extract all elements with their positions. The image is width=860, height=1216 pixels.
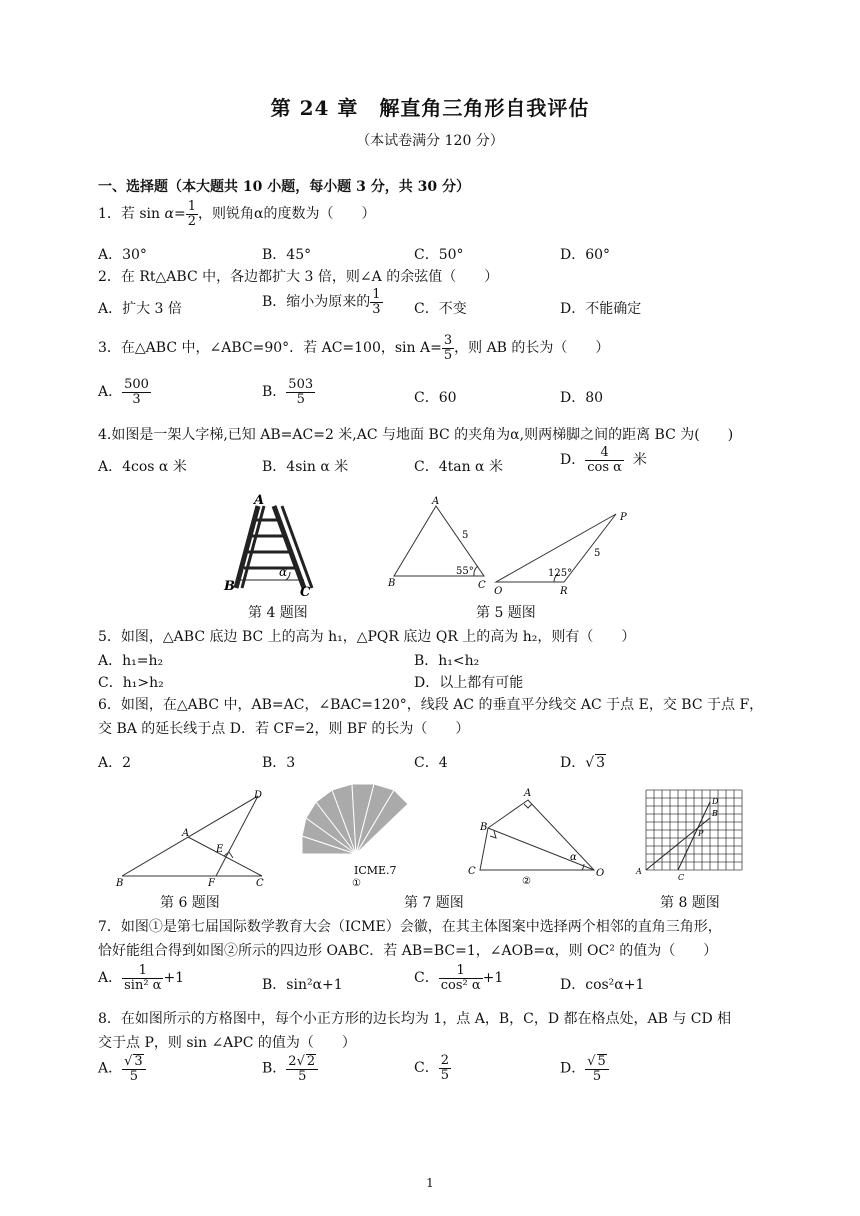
fig4-label-alpha: α	[279, 565, 288, 579]
figure-5-triangles	[384, 494, 640, 594]
question-7-line-2: 恰好能组合得到如图②所示的四边形 OABC．若 AB=BC=1，∠AOB=α，则 OC² 的值为（ ）	[98, 943, 718, 959]
fig7-circle-1: ①	[352, 878, 361, 888]
q7-option-b: B．sin²α+1	[262, 977, 343, 993]
question-6-line-1: 6．如图，在△ABC 中，AB=AC，∠BAC=120°，线段 AC 的垂直平分线交 AC 于点 E，交 BC 于点 F，	[98, 697, 764, 713]
page-number: 1	[426, 1176, 434, 1190]
fig7-circle-2: ②	[522, 876, 531, 887]
fig6-label-c: C	[256, 878, 264, 888]
q8-a-fraction	[122, 1054, 146, 1083]
q4-option-c: C．4tan α 米	[414, 459, 503, 475]
q3-a-label: A．	[98, 384, 123, 401]
figure-6-triangle	[112, 786, 272, 888]
q8-b-coef: 2	[288, 1054, 297, 1069]
q3-option-d: D．80	[560, 390, 604, 406]
fig4-label-a: A	[254, 493, 265, 508]
q2-b-text: B．缩小为原来的	[262, 294, 371, 311]
q2-b-num: 1	[372, 287, 381, 302]
q8-d-num-wrap: √ 5	[585, 1054, 609, 1070]
fig8-label-p: P	[698, 829, 704, 838]
icme-logo-fan	[302, 784, 408, 854]
figure-7-caption: 第 7 题图	[404, 895, 464, 911]
q8-a-label: A．	[98, 1060, 123, 1077]
quad-oabc	[480, 800, 594, 870]
q8-a-num: 3	[134, 1054, 143, 1069]
fig4-label-c: C	[300, 585, 311, 598]
q4-option-d	[560, 446, 647, 474]
q8-b-label: B．	[262, 1060, 287, 1077]
fig4-label-b: B	[224, 579, 235, 594]
q5-option-c: C．h₁>h₂	[98, 675, 164, 691]
q8-b-fraction	[286, 1054, 318, 1083]
q6-option-a: A．2	[98, 755, 132, 771]
q2-b-den: 3	[372, 301, 381, 317]
q6-d-label: D．	[560, 755, 586, 771]
figure-4-caption: 第 4 题图	[248, 605, 308, 621]
fig8-label-b: B	[712, 809, 718, 818]
q1-alpha: α	[164, 206, 174, 223]
fig5-label-q: Q	[494, 586, 503, 594]
q8-d-fraction	[585, 1054, 609, 1083]
fig7-right-angle-a	[524, 804, 532, 808]
q4-option-a: A．4cos α 米	[98, 459, 187, 475]
q3-fraction	[442, 334, 454, 362]
q1-pre: 1．若 sin	[98, 206, 165, 223]
fig8-label-d: D	[712, 797, 719, 806]
q7-c-den: cos² α	[440, 977, 481, 993]
q1-option-d: D．60°	[560, 247, 611, 263]
fig6-line-ac	[188, 837, 262, 876]
q1-den: 2	[187, 213, 196, 229]
q1-num: 1	[187, 199, 196, 214]
q2-option-b	[262, 288, 383, 316]
q6-option-d: D．√ 3	[560, 755, 606, 771]
question-8-line-1: 8．在如图所示的方格图中，每个小正方形的边长均为 1，点 A，B，C，D 都在格点处，AB 与 CD 相	[98, 1011, 732, 1027]
q7-c-num: 1	[439, 964, 483, 979]
q2-option-c: C．不变	[414, 301, 467, 317]
question-3	[98, 334, 609, 362]
q7-a-post: +1	[163, 970, 185, 987]
figure-8-caption: 第 8 题图	[660, 895, 720, 911]
figure-5-caption: 第 5 题图	[476, 605, 536, 621]
figure-4-ladder	[222, 492, 332, 598]
fig5-side-5: 5	[462, 530, 469, 541]
q7-option-d: D．cos²α+1	[560, 977, 645, 993]
fig7-label-o: O	[596, 868, 605, 879]
q7-a-den: sin² α	[124, 977, 162, 993]
question-1	[98, 200, 375, 228]
fig5-angle-125: 125°	[548, 568, 573, 579]
fig7-label-c: C	[468, 866, 476, 877]
q3-post: ，则 AB 的长为（ ）	[454, 340, 610, 357]
q8-c-den: 5	[440, 1067, 449, 1083]
icme-logo-text: ICME.7	[354, 864, 397, 877]
fig7-right-angle-b	[490, 831, 496, 838]
q8-a-den: 5	[129, 1068, 139, 1084]
q6-option-c: C．4	[414, 755, 448, 771]
fig6-line-bd	[122, 796, 258, 876]
q4-d-unit: 米	[632, 452, 647, 469]
q8-b-num-wrap: 2√ 2	[286, 1054, 318, 1070]
q3-b-num: 503	[288, 377, 314, 392]
fig6-label-b: B	[116, 878, 124, 888]
q4-option-b: B．4sin α 米	[262, 459, 349, 475]
fig5-angle-55: 55°	[456, 566, 474, 577]
q8-b-num: 2	[306, 1054, 316, 1069]
fig6-label-d: D	[254, 790, 263, 801]
q3-den: 5	[443, 347, 453, 363]
q8-option-b	[262, 1054, 318, 1083]
fig7-label-a: A	[524, 788, 532, 799]
q4-d-den: cos α	[587, 459, 622, 475]
question-2: 2．在 Rt△ABC 中，各边都扩大 3 倍，则∠A 的余弦值（ ）	[98, 269, 499, 285]
fig5-label-b: B	[388, 578, 396, 589]
page-subtitle: （本试卷满分 120 分）	[356, 133, 504, 149]
q1-option-b: B．45°	[262, 247, 312, 263]
fig7-label-alpha: α	[570, 852, 577, 863]
question-8-line-2: 交于点 P，则 sin ∠APC 的值为（ ）	[98, 1035, 356, 1051]
q8-a-num-wrap: √ 3	[122, 1054, 146, 1070]
q1-fraction	[186, 200, 198, 228]
q3-b-den: 5	[296, 391, 305, 407]
q7-a-num: 1	[122, 964, 163, 979]
q3-num: 3	[443, 333, 453, 348]
fig5-label-p: P	[620, 512, 627, 523]
fig5-side-5b: 5	[594, 548, 601, 559]
q1-option-c: C．50°	[414, 247, 464, 263]
question-5: 5．如图，△ABC 底边 BC 上的高为 h₁，△PQR 底边 QR 上的高为 h₂，则有（ ）	[98, 629, 636, 645]
page-title: 第 24 章 解直角三角形自我评估	[270, 96, 590, 120]
figure-6-caption: 第 6 题图	[160, 895, 220, 911]
fig6-label-a: A	[182, 828, 190, 839]
question-4: 4.如图是一架人字梯,已知 AB=AC=2 米,AC 与地面 BC 的夹角为α,则两梯脚之间的距离 BC 为( )	[98, 427, 734, 443]
q8-option-d	[560, 1054, 609, 1083]
q7-option-a	[98, 964, 184, 992]
angle-55-arc	[474, 566, 478, 576]
q3-a-fraction	[122, 378, 151, 406]
quad-diagonal-ob	[488, 828, 594, 870]
q2-option-a: A．扩大 3 倍	[98, 301, 182, 317]
q7-c-fraction	[439, 964, 483, 992]
q1-option-a: A．30°	[98, 247, 147, 263]
q5-option-d: D．以上都有可能	[414, 675, 524, 691]
q8-b-den: 5	[298, 1068, 307, 1084]
q7-a-fraction	[122, 964, 163, 992]
q1-eq: =	[173, 206, 186, 223]
q8-c-num: 2	[440, 1053, 449, 1068]
q8-c-label: C．	[414, 1060, 439, 1077]
q8-d-num: 5	[597, 1054, 606, 1069]
q3-option-b	[262, 378, 315, 406]
q4-d-fraction	[585, 446, 624, 474]
q6-option-b: B．3	[262, 755, 296, 771]
q2-option-d: D．不能确定	[560, 301, 642, 317]
q5-option-a: A．h₁=h₂	[98, 653, 164, 669]
q3-a-den: 3	[132, 391, 141, 407]
q3-b-fraction	[286, 378, 315, 406]
q3-option-c: C．60	[414, 390, 457, 406]
fig5-label-a: A	[432, 496, 440, 507]
fig7-label-b: B	[480, 822, 488, 833]
q8-d-label: D．	[560, 1060, 586, 1077]
question-6-line-2: 交 BA 的延长线于点 D．若 CF=2，则 BF 的长为（ ）	[98, 721, 470, 737]
q1-post: ，则锐角α的度数为（ ）	[197, 206, 376, 223]
figure-8-grid	[634, 786, 744, 888]
q3-pre: 3．在△ABC 中，∠ABC=90°．若 AC=100，sin A=	[98, 340, 442, 357]
fig6-label-e: E	[216, 844, 224, 855]
q8-c-fraction	[439, 1054, 451, 1082]
q4-d-num: 4	[585, 446, 624, 461]
q6-d-sqrt: 3	[596, 755, 606, 771]
fig8-label-c: C	[678, 873, 685, 882]
q5-option-b: B．h₁<h₂	[414, 653, 480, 669]
fig8-label-a: A	[636, 867, 642, 876]
q8-d-den: 5	[592, 1068, 602, 1084]
q3-option-a	[98, 378, 151, 406]
section-heading: 一、选择题（本大题共 10 小题，每小题 3 分，共 30 分）	[98, 179, 470, 195]
q7-option-c	[414, 964, 503, 992]
q2-b-fraction	[370, 288, 382, 316]
q7-c-post: +1	[482, 970, 504, 987]
q7-a-label: A．	[98, 970, 123, 987]
ladder-left-rail	[236, 506, 258, 588]
q8-option-a	[98, 1054, 146, 1083]
q4-d-label: D．	[560, 452, 586, 469]
q8-option-c	[414, 1054, 451, 1082]
q3-b-label: B．	[262, 384, 287, 401]
figure-7	[296, 784, 616, 888]
fig5-label-r: R	[560, 586, 568, 594]
q7-c-label: C．	[414, 970, 439, 987]
question-7-line-1: 7．如图①是第七届国际数学教育大会（ICME）会徽，在其主体图案中选择两个相邻的直角三角形，	[98, 919, 722, 935]
q3-a-num: 500	[124, 377, 149, 392]
fig6-label-f: F	[208, 878, 215, 888]
fig5-label-c: C	[478, 580, 486, 591]
